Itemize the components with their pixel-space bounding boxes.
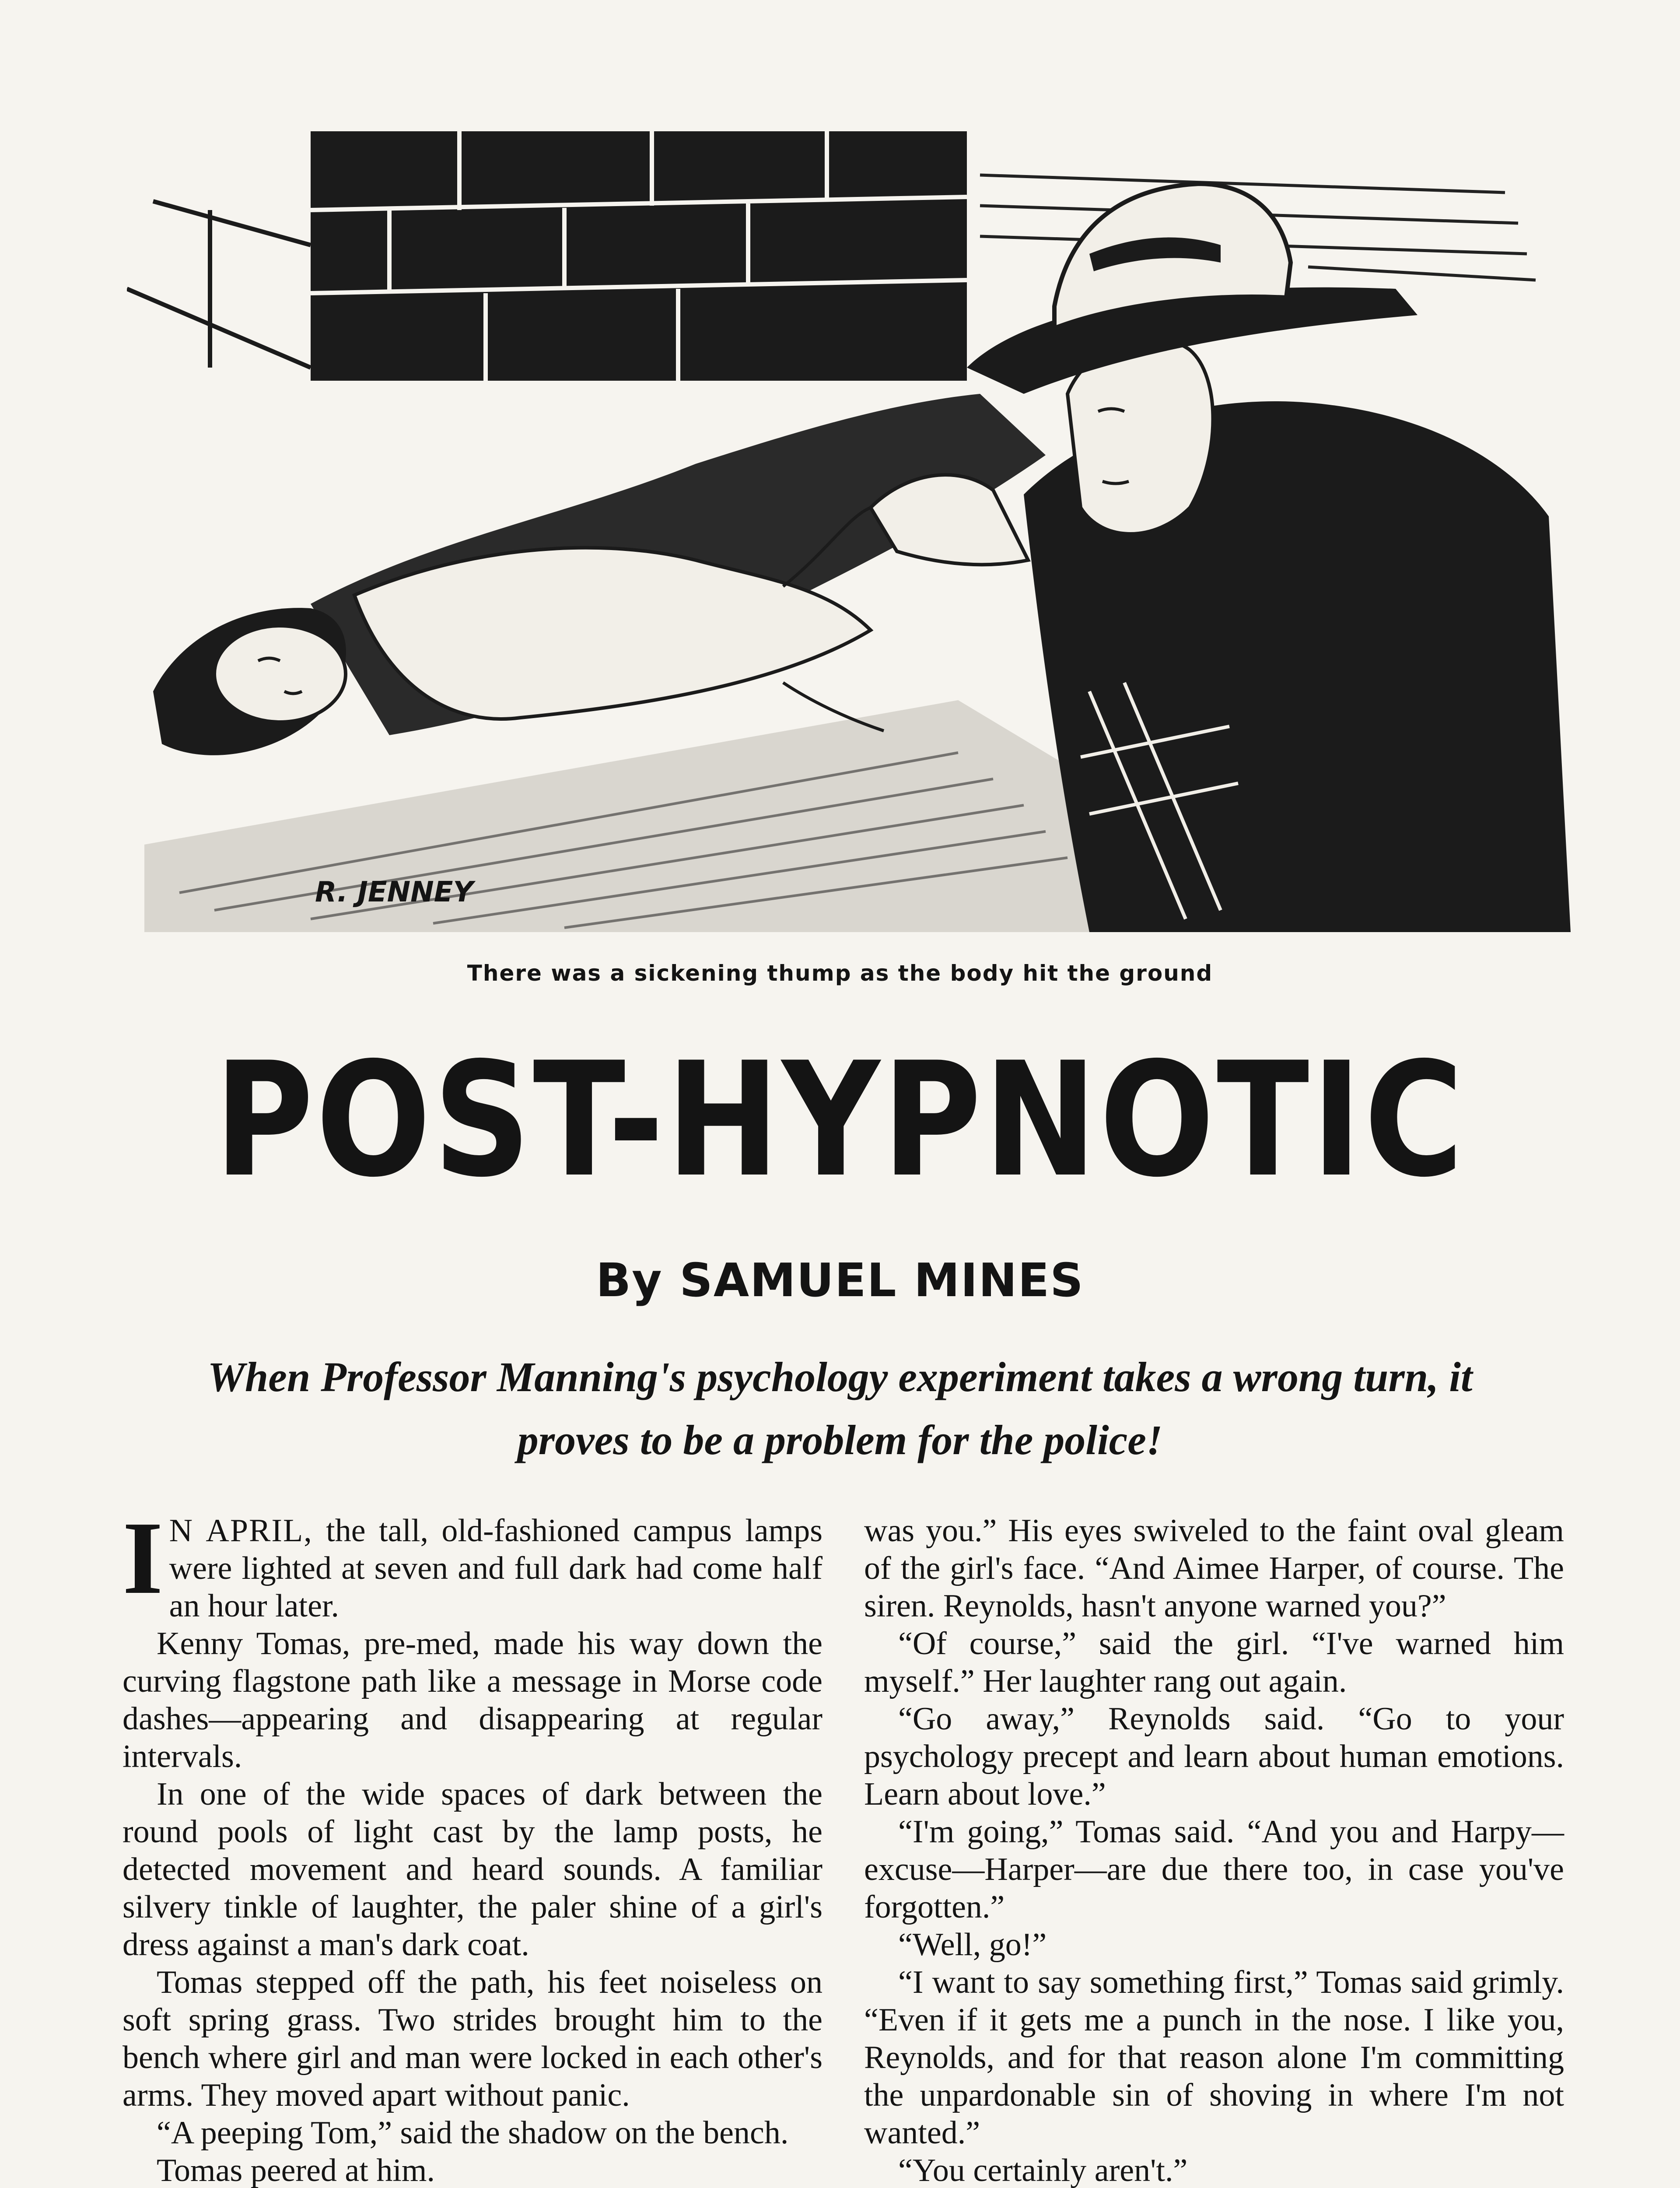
- paragraph-text: the tall, old-fashioned campus lamps were lighted at seven and full dark had come half an hour later.: [169, 1513, 822, 1624]
- story-paragraph: “Well, go!”: [898, 1927, 1047, 1963]
- story-title: POST-HYPNOTIC: [214, 1028, 1466, 1212]
- story-column-right: [864, 1512, 1564, 2188]
- illustration-caption: There was a sickening thump as the body hit the ground: [467, 961, 1213, 986]
- story-paragraph: Kenny Tomas, pre-med, made his way down the curving flagstone path like a message in Morse code dashes—appearing and disappearing at regular intervals.: [122, 1626, 822, 1774]
- story-paragraph: In one of the wide spaces of dark between the round pools of light cast by the lamp posts, he detected movement and heard sounds. A familiar silvery tinkle of laughter, the paler shine of a girl's dress against a man's dark coat.: [122, 1776, 822, 1963]
- story-blurb: When Professor Manning's psychology experiment takes a wrong turn, it proves to be a problem for the police!: [207, 1353, 1473, 1463]
- story-byline: By SAMUEL MINES: [596, 1254, 1084, 1307]
- story-paragraph: was you.” His eyes swiveled to the faint oval gleam of the girl's face. “And Aimee Harper, of course. The siren. Reynolds, hasn't anyone warned you?”: [864, 1513, 1564, 1624]
- story-paragraph: Tomas stepped off the path, his feet noiseless on soft spring grass. Two strides brought him to the bench where girl and man were locked in each other's arms. They moved apart without panic.: [122, 1964, 822, 2113]
- artist-signature: R. JENNEY: [315, 876, 473, 908]
- lead-caps: N APRIL,: [169, 1513, 313, 1549]
- story-paragraph: “I want to say something first,” Tomas said grimly. “Even if it gets me a punch in the nose. I like you, Reynolds, and for that reason alone I'm committing the unpardonable sin of shoving in where I'm not wanted.”: [864, 1964, 1564, 2151]
- story-paragraph: “A peeping Tom,” said the shadow on the bench.: [157, 2115, 789, 2151]
- story-paragraph: “Go away,” Reynolds said. “Go to your psychology precept and learn about human emotions. Learn about love.”: [864, 1701, 1564, 1812]
- story-paragraph: “I'm going,” Tomas said. “And you and Harpy—excuse—Harper—are due there too, in case you've forgotten.”: [864, 1814, 1564, 1925]
- story-column-left: [122, 1501, 822, 2188]
- story-illustration: [127, 123, 1571, 932]
- drop-cap: I: [122, 1501, 163, 1616]
- story-paragraph: “Of course,” said the girl. “I've warned him myself.” Her laughter rang out again.: [864, 1626, 1564, 1699]
- illustration-drawing: [127, 123, 1571, 932]
- story-paragraph: Tomas peered at him.: [157, 2153, 435, 2188]
- story-paragraph: “You certainly aren't.”: [898, 2153, 1188, 2188]
- story-paragraph: [122, 1501, 822, 1625]
